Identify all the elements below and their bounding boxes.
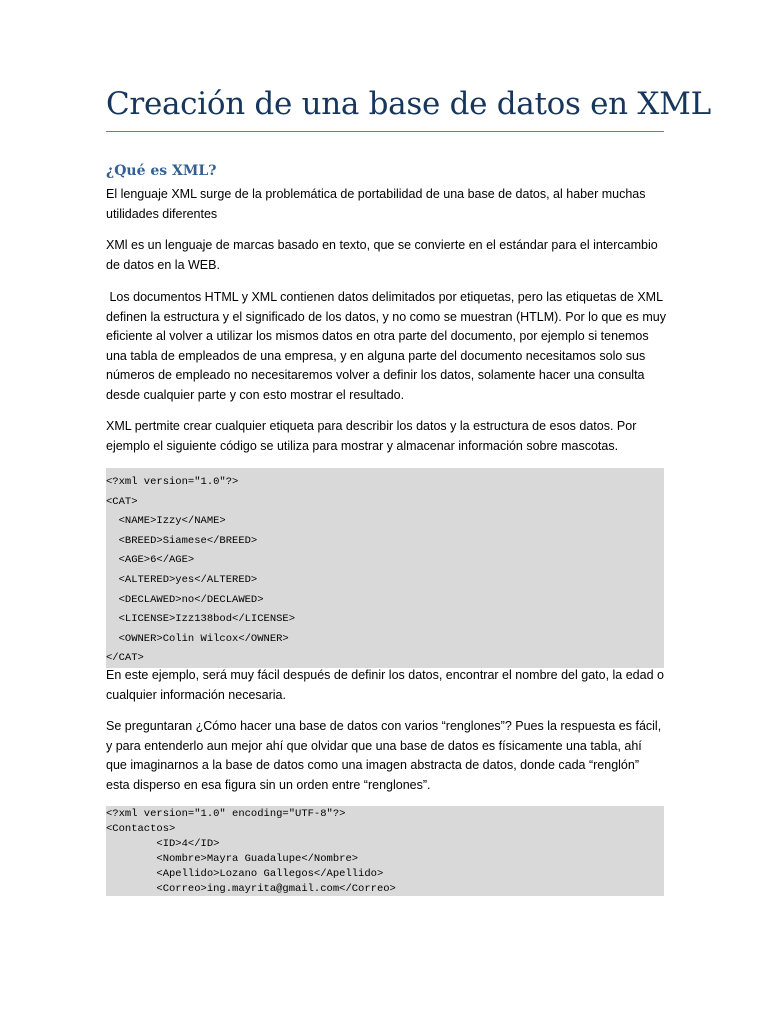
code-line: <Apellido>Lozano Gallegos</Apellido> <box>106 868 384 880</box>
code-line: <?xml version="1.0" encoding="UTF-8"?> <box>106 808 346 820</box>
code-line: <OWNER>Colin Wilcox</OWNER> <box>106 632 289 645</box>
document-title: Creación de una base de datos en XML <box>106 86 711 122</box>
paragraph-xml-definition: XMl es un lenguaje de marcas basado en texto, que se convierte en el estándar para el intercambio de datos en la WEB. <box>106 238 658 272</box>
paragraph-example-note: En este ejemplo, será muy fácil después de definir los datos, encontrar el nombre del gato, la edad o cualquier información necesaria. <box>106 668 664 702</box>
paragraph-intro: El lenguaje XML surge de la problemática de portabilidad de una base de datos, al haber muchas utilidades diferentes <box>106 187 646 221</box>
title-underline <box>106 131 664 132</box>
code-line: <?xml version="1.0"?> <box>106 476 239 488</box>
code-line: <ALTERED>yes</ALTERED> <box>106 573 258 586</box>
code-line: <AGE>6</AGE> <box>106 554 195 567</box>
code-line: <LICENSE>Izz138bod</LICENSE> <box>106 613 296 626</box>
code-line: <CAT> <box>106 495 138 508</box>
code-line: <NAME>Izzy</NAME> <box>106 515 226 528</box>
code-line: <Contactos> <box>106 823 176 835</box>
code-block-cat <box>106 468 664 668</box>
code-line: <BREED>Siamese</BREED> <box>106 534 258 547</box>
code-block-contactos <box>106 806 664 896</box>
paragraph-html-vs-xml: Los documentos HTML y XML contienen datos delimitados por etiquetas, pero las etiquetas de XML definen la estructura y el significado de los datos, y no como se muestran (HTLM). Por lo que es muy eficiente al volver a utilizar los mismos datos en otra parte del documento, por ejemplo si tenemos una tabla de empleados de una empresa, y en alguna parte del documento necesitamos solo sus números de empleado no necesitaremos volver a definir los datos, solamente hacer una consulta desde cualquier parte y con esto mostrar el resultado. <box>106 290 670 402</box>
code-line: <DECLAWED>no</DECLAWED> <box>106 593 264 606</box>
code-line: </CAT> <box>106 652 144 665</box>
section-heading: ¿Qué es XML? <box>106 163 217 179</box>
paragraph-custom-tags: XML pertmite crear cualquier etiqueta para describir los datos y la estructura de esos datos. Por ejemplo el siguiente código se utiliza para mostrar y almacenar información sobre mascotas. <box>106 419 637 453</box>
code-line: <Nombre>Mayra Guadalupe</Nombre> <box>106 853 359 865</box>
code-line: <Correo>ing.mayrita@gmail.com</Correo> <box>106 883 396 895</box>
paragraph-rows-question: Se preguntaran ¿Cómo hacer una base de datos con varios “renglones”? Pues la respuesta es fácil, y para entenderlo aun mejor ahí que olvidar que una base de datos es físicamente una tabla, ahí que imaginarnos a la base de datos como una imagen abstracta de datos, donde cada “renglón” esta disperso en esa figura sin un orden entre “renglones”. <box>106 719 662 792</box>
code-line: <ID>4</ID> <box>106 838 220 850</box>
